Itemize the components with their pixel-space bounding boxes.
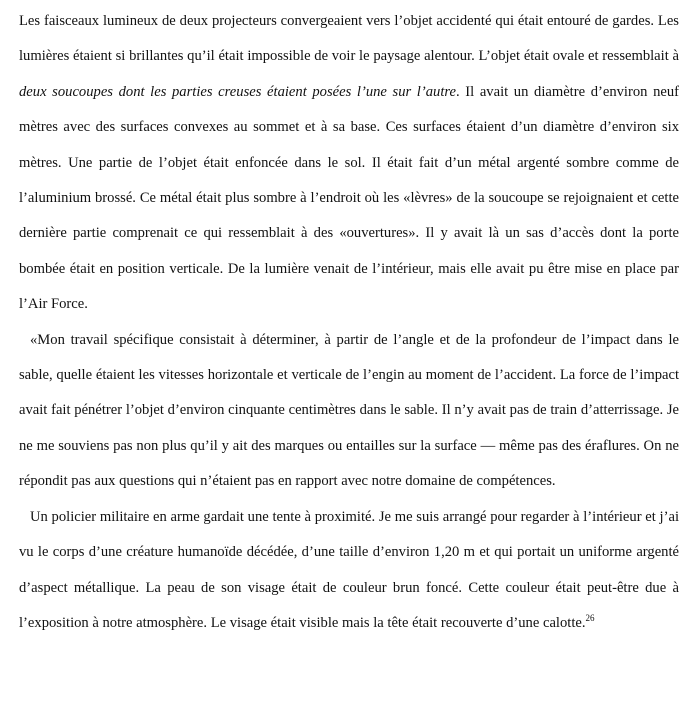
paragraph-1-text-start: Les faisceaux lumineux de deux projecteurs convergeaient vers l’objet accidenté qui était entouré de gardes. Les lumières étaient si brillantes qu’il était impossible de voir le paysage alentour. L’objet était ovale et ressemblait à	[19, 13, 679, 65]
paragraph-1-emphasis: deux soucoupes dont les parties creuses étaient posées l’une sur l’autre	[19, 83, 456, 100]
paragraph-2-text: «Mon travail spécifique consistait à déterminer, à partir de l’angle et de la profondeur de l’impact dans le sable, quelle étaient les vitesses horizontale et verticale de l’engin au moment de l’accident. La force de l’impact avait fait pénétrer l’objet d’environ cinquante centimètres dans le sable. Il n’y avait pas de train d’atterrissage. Je ne me souviens pas non plus qu’il y ait des marques ou entailles sur la surface — même pas des éraflures. On ne répondit pas aux questions qui n’étaient pas en rapport avec notre domaine de compétences.	[19, 331, 679, 490]
document-page	[19, 4, 679, 641]
paragraph-1	[19, 4, 679, 323]
paragraph-3-text: Un policier militaire en arme gardait une tente à proximité. Je me suis arrangé pour regarder à l’intérieur et j’ai vu le corps d’une créature humanoïde décédée, d’une taille d’environ 1,20 m et qui portait un uniforme argenté d’aspect métallique. La peau de son visage était de couleur brun foncé. Cette couleur était peut-être due à l’exposition à notre atmosphère. Le visage était visible mais la tête était recouverte d’une calotte.	[19, 508, 679, 631]
footnote-reference: 26	[585, 612, 595, 623]
paragraph-3	[19, 500, 679, 642]
paragraph-2	[19, 323, 679, 500]
paragraph-1-text-end: . Il avait un diamètre d’environ neuf mètres avec des surfaces convexes au sommet et à sa base. Ces surfaces étaient d’un diamètre d’environ six mètres. Une partie de l’objet était enfoncée dans le sol. Il était fait d’un métal argenté sombre comme de l’aluminium brossé. Ce métal était plus sombre à l’endroit où les «lèvres» de la soucoupe se rejoignaient et cette dernière partie comprenait ce qui ressemblait à des «ouvertures». Il y avait là un sas d’accès dont la porte bombée était en position verticale. De la lumière venait de l’intérieur, mais elle avait pu être mise en place par l’Air Force.	[19, 83, 680, 313]
